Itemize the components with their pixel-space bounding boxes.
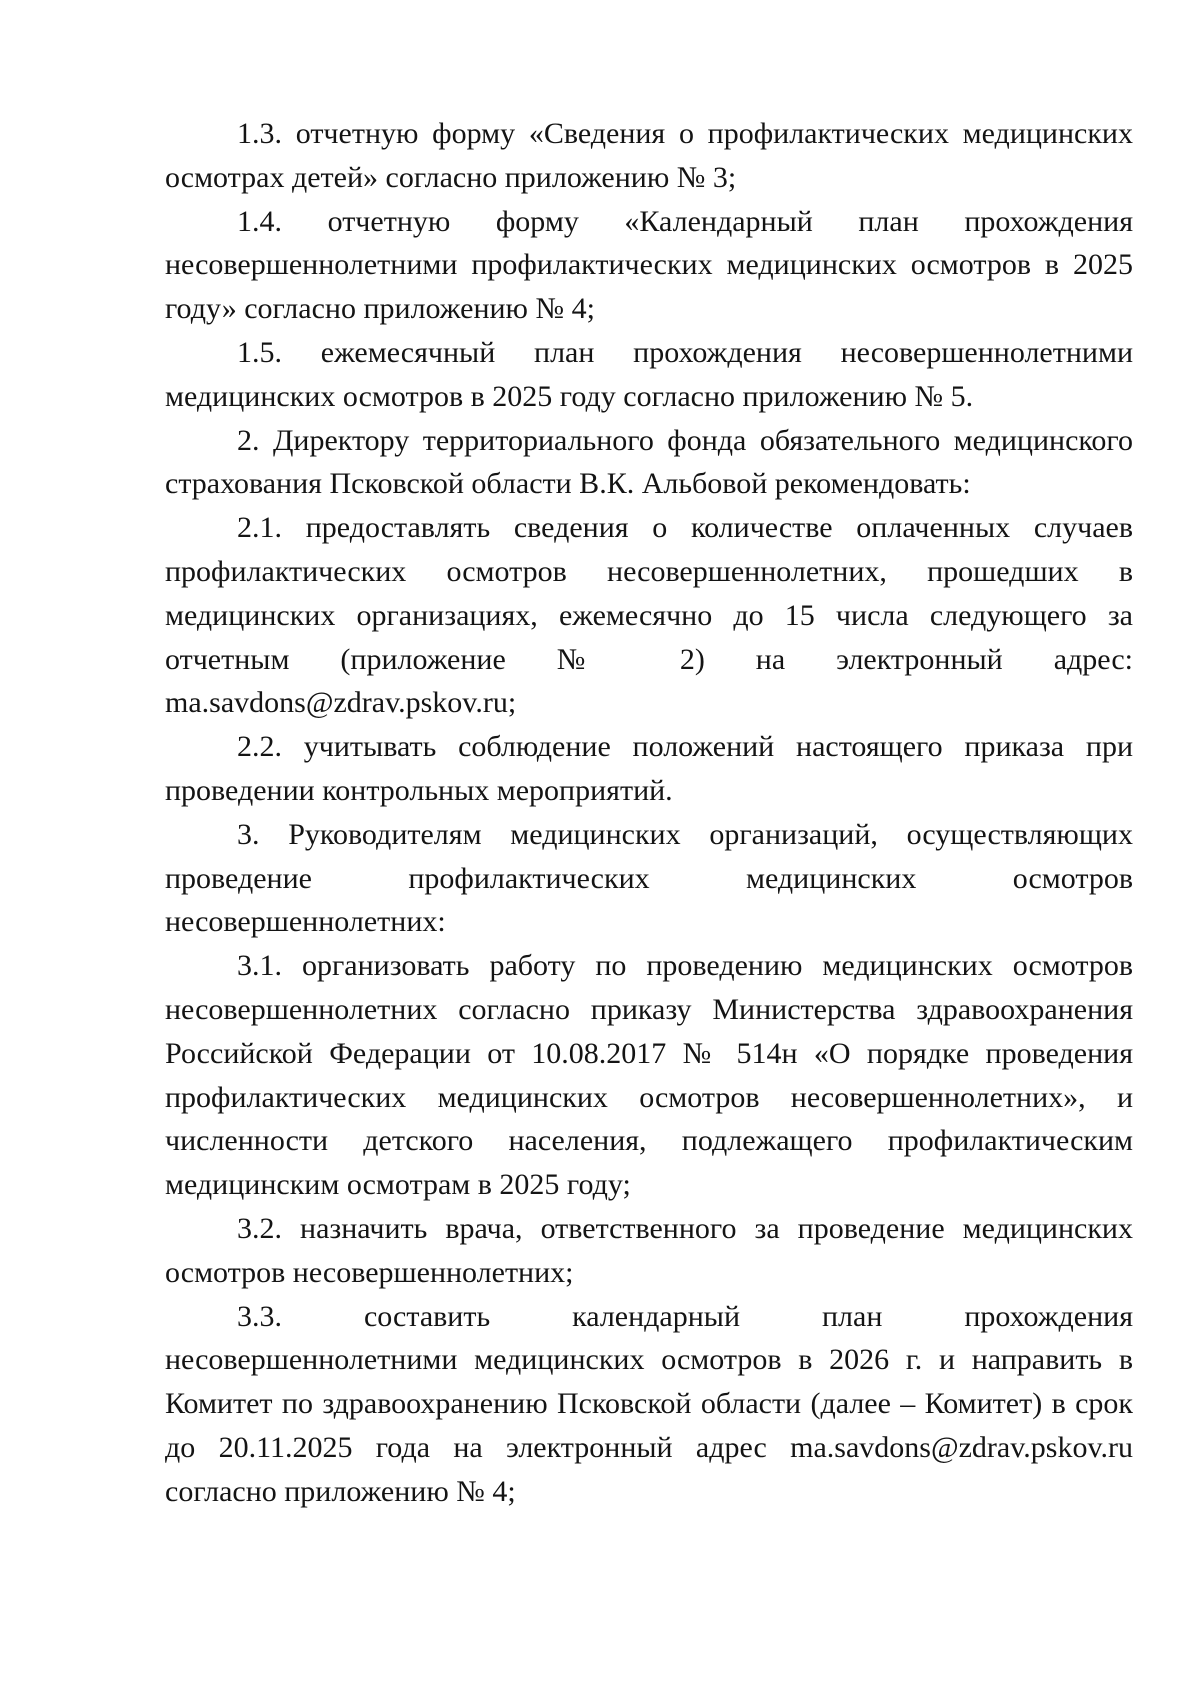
paragraph-2: 2. Директору территориального фонда обязательного медицинского страхования Псковской области В.К. Альбовой рекомендовать:: [165, 423, 1133, 501]
paragraph-3-3: 3.3. составить календарный план прохождения несовершеннолетними медицинских осмотров в 2026 г. и направить в Комитет по здравоохранению Псковской области (далее – Комитет) в срок до 20.11.2025 года на электронный адрес ma.savdons@zdrav.pskov.ru согласно приложению № 4;: [165, 1299, 1133, 1508]
paragraph-3-1: 3.1. организовать работу по проведению медицинских осмотров несовершеннолетних согласно приказу Министерства здравоохранения Российской Федерации от 10.08.2017 № 514н «О порядке проведения профилактических медицинских осмотров несовершеннолетних», и численности детского населения, подлежащего профилактическим медицинским осмотрам в 2025 году;: [165, 949, 1133, 1202]
paragraph-2-1: 2.1. предоставлять сведения о количестве оплаченных случаев профилактических осмотров несовершеннолетних, прошедших в медицинских организациях, ежемесячно до 15 числа следующего за отчетным (приложение № 2) на электронный адрес: ma.savdons@zdrav.pskov.ru;: [165, 511, 1133, 720]
paragraph-3-2: 3.2. назначить врача, ответственного за проведение медицинских осмотров несовершеннолетних;: [165, 1211, 1133, 1289]
paragraph-1-4: 1.4. отчетную форму «Календарный план прохождения несовершеннолетними профилактических медицинских осмотров в 2025 году» согласно приложению № 4;: [165, 204, 1133, 326]
paragraph-2-2: 2.2. учитывать соблюдение положений настоящего приказа при проведении контрольных мероприятий.: [165, 730, 1133, 807]
paragraph-3: 3. Руководителям медицинских организаций, осуществляющих проведение профилактических медицинских осмотров несовершеннолетних:: [165, 817, 1133, 939]
paragraph-1-3: 1.3. отчетную форму «Сведения о профилактических медицинских осмотрах детей» согласно приложению № 3;: [165, 117, 1133, 194]
paragraph-1-5: 1.5. ежемесячный план прохождения несовершеннолетними медицинских осмотров в 2025 году согласно приложению № 5.: [165, 335, 1133, 413]
document-body: [165, 112, 1133, 1514]
